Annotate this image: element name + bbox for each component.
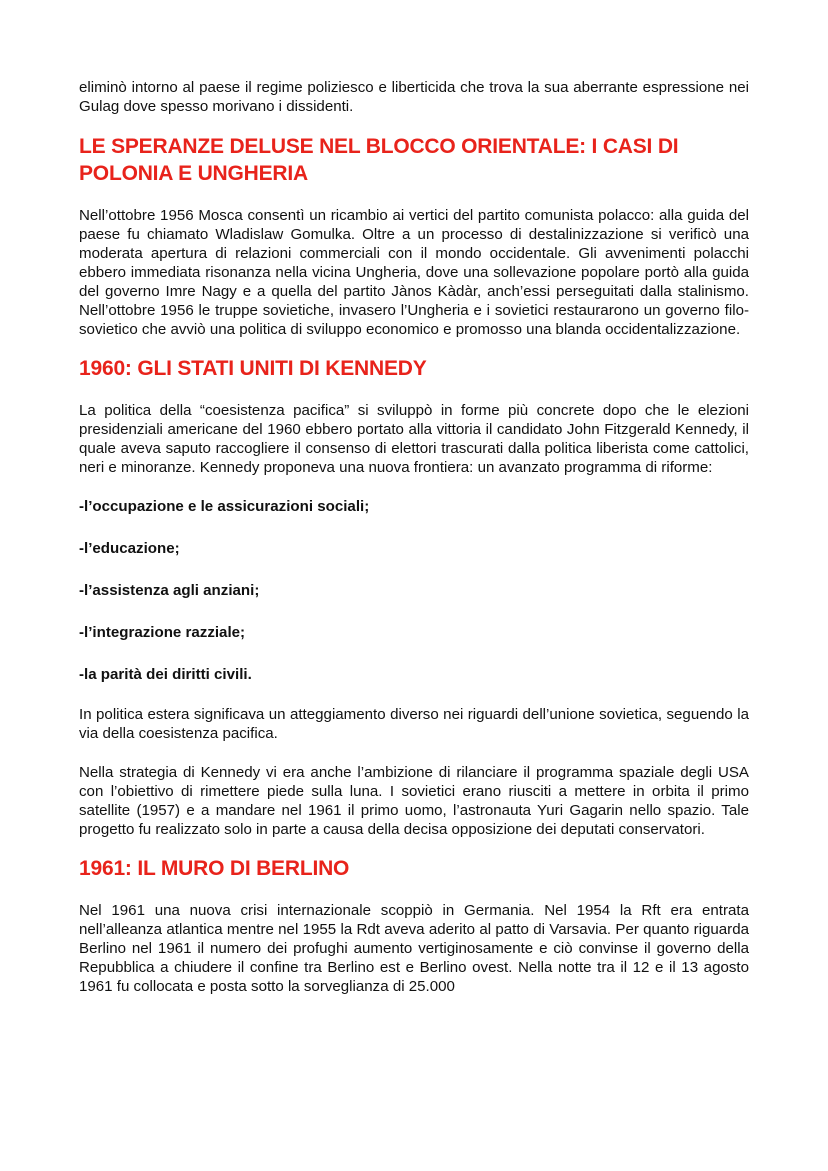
foreign-policy-paragraph: In politica estera significava un atteggiamento diverso nei riguardi dell’unione sovietica, seguendo la via della coesistenza pacifica. <box>79 706 749 742</box>
section-paragraph-kennedy: La politica della “coesistenza pacifica” si sviluppò in forme più concrete dopo che le elezioni presidenziali americane del 1960 ebbero portato alla vittoria il candidato John Fitzgerald Kennedy, il quale aveva saputo raccogliere il consenso di elettori trascurati dalla politica liberista come cattolici, neri e minoranze. Kennedy proponeva una nuova frontiera: un avanzato programma di riforme: <box>79 402 749 476</box>
section-heading-kennedy: 1960: GLI STATI UNITI DI KENNEDY <box>79 357 427 380</box>
section-heading-polonia-ungheria: LE SPERANZE DELUSE NEL BLOCCO ORIENTALE: I CASI DI POLONIA E UNGHERIA <box>79 135 679 185</box>
intro-paragraph: eliminò intorno al paese il regime poliziesco e liberticida che trova la sua aberrante espressione nei Gulag dove spesso morivano i dissidenti. <box>79 79 749 115</box>
section-paragraph-berlino: Nel 1961 una nuova crisi internazionale scoppiò in Germania. Nel 1954 la Rft era entrata nell’alleanza atlantica mentre nel 1955 la Rdt aveva aderito al patto di Varsavia. Per quanto riguarda Berlino nel 1961 il numero dei profughi aumento vertiginosamente e ciò convinse il governo della Repubblica a chiudere il confine tra Berlino est e Berlino ovest. Nella notte tra il 12 e il 13 agosto 1961 fu collocata e posta sotto la sorveglianza di 25.000 <box>79 902 749 995</box>
reform-list-item: -l’assistenza agli anziani; <box>79 582 260 599</box>
reform-list-item: -la parità dei diritti civili. <box>79 666 252 683</box>
reform-list-item: -l’integrazione razziale; <box>79 624 246 641</box>
space-program-paragraph: Nella strategia di Kennedy vi era anche l’ambizione di rilanciare il programma spaziale degli USA con l’obiettivo di rimettere piede sulla luna. I sovietici erano riusciti a mettere in orbita il primo satellite (1957) e a mandare nel 1961 il primo uomo, l’astronauta Yuri Gagarin nello spazio. Tale progetto fu realizzato solo in parte a causa della decisa opposizione dei deputati conservatori. <box>79 764 749 838</box>
section-paragraph-polonia-ungheria: Nell’ottobre 1956 Mosca consentì un ricambio ai vertici del partito comunista polacco: alla guida del paese fu chiamato Wladislaw Gomulka. Oltre a un processo di destalinizzazione si verificò una moderata apertura di relazioni commerciali con il mondo occidentale. Gli avvenimenti polacchi ebbero immediata risonanza nella vicina Ungheria, dove una sollevazione popolare portò alla guida del governo Imre Nagy e a quella del partito Jànos Kàdàr, anch’essi perseguitati dalla stalinismo. Nell’ottobre 1956 le truppe sovietiche, invasero l’Ungheria e i sovietici restaurarono un governo filo-sovietico che avviò una politica di sviluppo economico e promosso una blanda occidentalizzazione. <box>79 207 749 338</box>
section-heading-berlino: 1961: IL MURO DI BERLINO <box>79 857 350 880</box>
reform-list-item: -l’occupazione e le assicurazioni sociali; <box>79 498 370 515</box>
document-page <box>79 78 749 996</box>
reform-list-item: -l’educazione; <box>79 540 180 557</box>
